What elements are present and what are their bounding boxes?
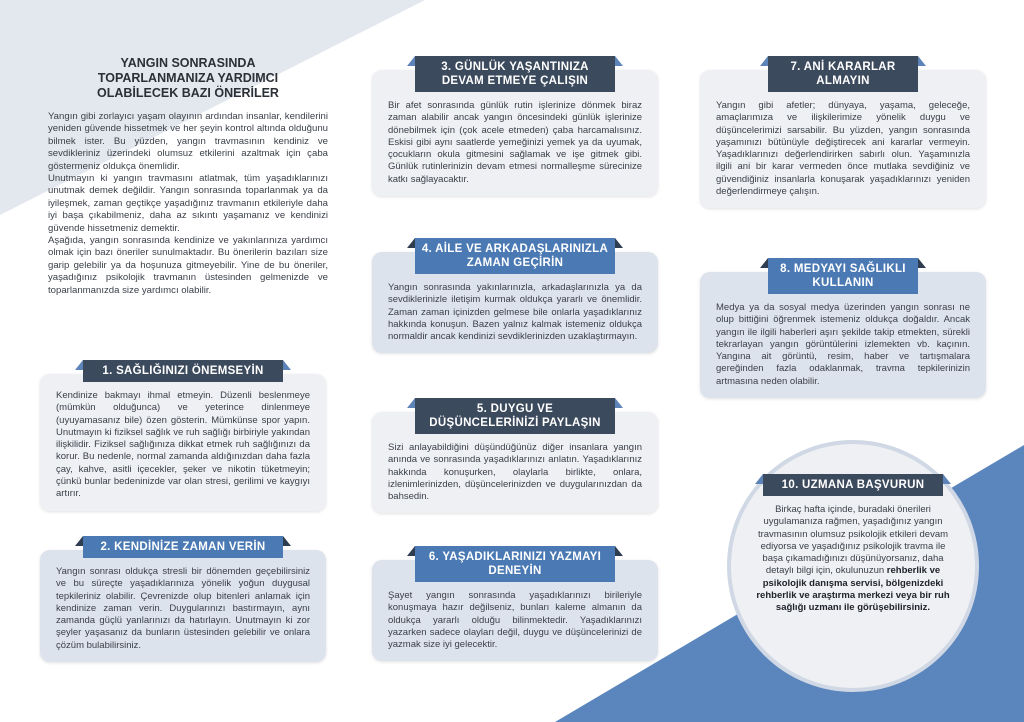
tip-text-bold: rehberlik ve psikolojik danışma servisi, bölgenizdeki rehberlik ve araştırma merkezi veya bir ruh sağlığı uzmanı ile görüşebilirsiniz. — [756, 565, 950, 614]
tip-title: 4. AİLE VE ARKADAŞLARINIZLA ZAMAN GEÇİRİN — [415, 238, 615, 274]
tip-title: 10. UZMANA BAŞVURUN — [763, 474, 943, 496]
tip-text: Yangın gibi afetler; dünyaya, yaşama, geleceğe, amaçlarımıza ve ilişkilerimize yönelik duygu ve düşüncelerimizi sarsabilir. Bu yüzden, yangın sonrasında yaşamınızı bütünüyle değiştirecek ani kararlar vermeyin. Yaşadıklarınızı değerlendirirken sabırlı olun. Yaşamınızla ilgili ani bir karar vermeden önce mutlaka sevdiğiniz ve güvendiğiniz insanlarla konuşarak yaşadıklarınızı yeniden değerlendirmeye çalışın. — [716, 100, 970, 198]
tip-text-normal: Birkaç hafta içinde, buradaki önerileri uygulamanıza rağmen, yaşadığınız yangın travmasının olumsuz psikolojik etkileri devam ediyorsa ve yaşadığınız psikolojik travma ile başa çıkamadığınızı düşünüyorsanız, daha detaylı bilgi için, okulunuzun — [757, 504, 949, 577]
tip-card-2 — [40, 541, 326, 662]
tip-title: 5. DUYGU VE DÜŞÜNCELERİNİZİ PAYLAŞIN — [415, 398, 615, 434]
tip-text: Yangın sonrası oldukça stresli bir dönemden geçebilirsiniz ve bu süreçte yaşadıklarınıza yönelik yoğun duygusal tepkileriniz olabilir. Çevrenizde olup bitenleri anlamak için kendinize zaman verin. Duygularınızı bastırmayın, aynı zamanda güçlü yanlarınızı da hatırlayın. Unutmayın ki zor şeyler yaşasanız da bunların üstesinden gelebilir ve onlara çözüm bulabilirsiniz. — [56, 566, 310, 651]
intro-paragraph: Aşağıda, yangın sonrasında kendinize ve yakınlarınıza yardımcı olmak için bazı öneriler sunulmaktadır. Bu önerilerin bazıları size garip gelebilir ya da hoşunuza gitmeyebilir. Yine de bu öneriler, yaşadığınız psikolojik travmanın üstesinden gelmenizde ve toparlanmanızda size yardımcı olabilir. — [48, 235, 328, 296]
tip-card-8 — [700, 263, 986, 398]
tip-title: 3. GÜNLÜK YAŞANTINIZA DEVAM ETMEYE ÇALIŞIN — [415, 56, 615, 92]
tip-card-7 — [700, 61, 986, 208]
tip-title: 8. MEDYAYI SAĞLIKLI KULLANIN — [768, 258, 918, 294]
tip-card-1 — [40, 365, 326, 511]
intro-paragraph: Unutmayın ki yangın travmasını atlatmak, tüm yaşadıklarınızı unutmak demek değildir. Yangın sonrasında toparlanmak ya da iyileşmek, zaman geçtikçe yaşadığınız travmanın etkileriyle daha iyi başa çıkabilmeniz, daha az sıkıntı yaşamanız ve kendinizi güvende hissetmeniz demektir. — [48, 173, 328, 234]
tip-card-5 — [372, 403, 658, 513]
tip-title: 1. SAĞLIĞINIZI ÖNEMSEYİN — [83, 360, 283, 382]
tip-text: Kendinize bakmayı ihmal etmeyin. Düzenli beslenmeye (mümkün olduğunca) ve yeterince dinlenmeye (uyuyamasanız bile) özen gösterin. Mümkünse spor yapın. Unutmayın ki fiziksel sağlık ve ruh sağlığı birbiriyle yakından ilişkilidir. Fiziksel sağlığınıza dikkat etmek ruh sağlığınızı da korur. Bu nedenle, normal zamanda aldığınızdan daha fazla çay, kahve, asitli içecekler, şeker ve nikotin tüketmeyin; çünkü bunlar bedeninizde var olan stresi, gerilimi ve kaygıyı artırır. — [56, 390, 310, 500]
tip-text: Şayet yangın sonrasında yaşadıklarınızı birileriyle konuşmaya hazır değilseniz, bunları kaleme almanın da oldukça yararlı olduğu bilinmektedir. Yaşadıklarınızı yazarken sadece olayları değil, duygu ve düşüncelerinizi de yazmak size iyi gelecektir. — [388, 590, 642, 651]
tip-card-4 — [372, 243, 658, 353]
tip-card-10 — [727, 440, 979, 692]
tip-text: Sizi anlayabildiğini düşündüğünüz diğer insanlara yangın anında ve sonrasında yaşadıklarınızı anlatın. Yaşadıklarınız hakkında konuşurken, olaylarla birlikte, onlara, izlenimlerinizden, düşüncelerinizden ve duygularınızdan da bahsedin. — [388, 442, 642, 503]
tip-card-6 — [372, 551, 658, 661]
tip-text: Yangın sonrasında yakınlarınızla, arkadaşlarınızla ya da sevdiklerinizle iletişim kurmak oldukça yararlı ve önemlidir. Zaman zaman içinizden gelmese bile onlarla yaşadıklarınız hakkında konuşun. Bazen yalnız kalmak istemeniz oldukça normaldir ancak kendinizi sevdiklerinizden uzaklaştırmayın. — [388, 282, 642, 343]
tip-title: 2. KENDİNİZE ZAMAN VERİN — [83, 536, 283, 558]
tip-text: Medya ya da sosyal medya üzerinden yangın sonrası ne olup bittiğini öğrenmek istemeniz oldukça doğaldır. Ancak yangın ile ilgili haberleri aşırı şekilde takip etmekten, sürekli tekrarlayan yangın görüntülerini izlemekten vb. kaçının. Yangına ait görüntü, resim, haber ve tartışmalara gereğinden fazla odaklanmak, travma tepkilerinizin artmasına neden olabilir. — [716, 302, 970, 387]
tip-card-3 — [372, 61, 658, 196]
tip-text: Bir afet sonrasında günlük rutin işlerinize dönmek biraz zaman alabilir ancak yangın öncesindeki günlük işlerinize dönebilmek için (çok acele etmeden) çaba harcamalısınız. Eskisi gibi aynı saatlerde yemeğinizi yemek ya da uyumak, çocukların okula gitmesini sağlamak ve işe gitmek gibi. Günlük rutinlerinizin devam etmesi normalleşme sürecinize katkı sağlayacaktır. — [388, 100, 642, 185]
page-title: YANGIN SONRASINDA TOPARLANMANIZA YARDIMCI OLABİLECEK BAZI ÖNERİLER — [97, 56, 279, 100]
tip-title: 6. YAŞADIKLARINIZI YAZMAYI DENEYİN — [415, 546, 615, 582]
intro-section — [48, 56, 328, 297]
tip-text — [749, 504, 957, 615]
intro-paragraph: Yangın gibi zorlayıcı yaşam olayının ardından insanlar, kendilerini yeniden güvende hissetmek ve her şeyin kontrol altında olduğunu bilmek ister. Bu yüzden, yangın travmasının kendiniz ve sevdikleriniz üzerindeki olumsuz etkilerini azaltmak için çaba göstermeniz oldukça önemlidir. — [48, 111, 328, 172]
tip-title: 7. ANİ KARARLAR ALMAYIN — [768, 56, 918, 92]
